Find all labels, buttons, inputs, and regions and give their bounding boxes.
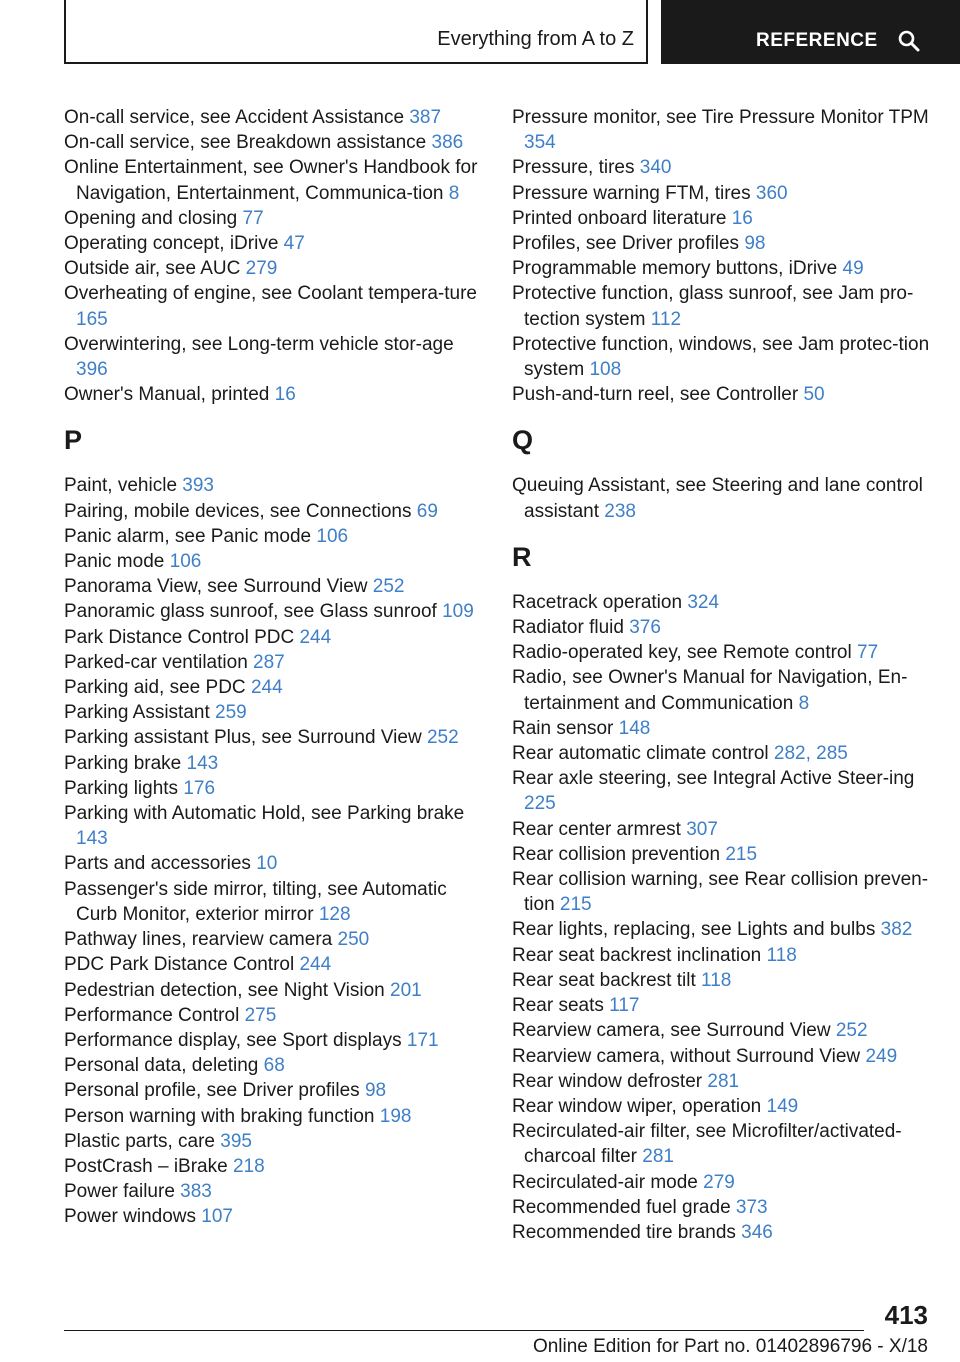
- index-entry: [64, 1129, 484, 1154]
- index-entry-text: Programmable memory buttons, iDrive: [512, 258, 838, 280]
- index-column-right: [512, 105, 942, 1245]
- index-entry-text: Recommended fuel grade: [512, 1196, 731, 1218]
- index-entry-text: Printed onboard literature: [512, 207, 727, 229]
- index-entry: [512, 665, 942, 715]
- index-entry-text: Parking lights: [64, 777, 179, 799]
- index-page-link[interactable]: 360: [755, 182, 788, 204]
- index-page-link[interactable]: 117: [609, 995, 640, 1017]
- index-entry-text: Parking with Automatic Hold, see Parking brake: [64, 803, 465, 825]
- index-page-link[interactable]: 393: [182, 475, 214, 497]
- index-entry-text: Online Entertainment, see Owner's Handbook for Navigation, Entertainment, Communica‐tion: [64, 157, 478, 204]
- index-page-link[interactable]: 50: [803, 384, 825, 406]
- index-page-link[interactable]: 382: [880, 919, 913, 941]
- index-page-link[interactable]: 69: [416, 500, 438, 522]
- search-icon[interactable]: [897, 29, 921, 53]
- index-entry: [512, 640, 942, 665]
- index-entry: [64, 776, 484, 801]
- index-entry: [512, 181, 942, 206]
- index-page-link[interactable]: 275: [244, 1004, 277, 1026]
- index-entry-text: Rear automatic climate control: [512, 743, 769, 765]
- index-entry-text: On-call service, see Breakdown assistance: [64, 132, 427, 154]
- index-entry: [64, 206, 484, 231]
- index-page-link[interactable]: 215: [559, 894, 592, 916]
- index-page-link[interactable]: 387: [409, 107, 442, 128]
- index-column-left: [64, 105, 484, 1230]
- index-entry: [512, 766, 942, 816]
- index-entry: [64, 650, 484, 675]
- index-entry-text: Paint, vehicle: [64, 475, 178, 497]
- index-entry: [64, 599, 484, 624]
- index-entry: [512, 155, 942, 180]
- index-page-link[interactable]: 77: [242, 207, 264, 229]
- header-chapter-box: [661, 0, 960, 64]
- footer-divider: [64, 1330, 864, 1331]
- header-chapter-title: REFERENCE: [756, 30, 878, 51]
- index-entry-text: Rear center armrest: [512, 818, 681, 840]
- index-page-link[interactable]: 201: [390, 979, 422, 1001]
- index-entry: [512, 105, 942, 155]
- index-entry: [64, 473, 484, 498]
- index-entry-text: Performance Control: [64, 1004, 240, 1026]
- index-entry-text: Rearview camera, without Surround View: [512, 1045, 861, 1067]
- index-letter-heading: R: [512, 541, 532, 572]
- index-entry: [64, 524, 484, 549]
- index-entry-text: Operating concept, iDrive: [64, 233, 279, 255]
- header-section-box: [64, 0, 648, 64]
- index-entry-text: Rear axle steering, see Integral Active Steer‐ing: [512, 768, 915, 790]
- index-page-link[interactable]: 106: [169, 551, 202, 573]
- index-entry: [512, 943, 942, 968]
- index-entry: [64, 155, 484, 205]
- index-entry-text: Panorama View, see Surround View: [64, 576, 368, 598]
- index-page-link[interactable]: 395: [220, 1130, 252, 1152]
- index-entry-text: Pressure, tires: [512, 157, 635, 179]
- index-entry: [64, 1028, 484, 1053]
- index-page-link[interactable]: 109: [442, 601, 474, 623]
- index-page-link[interactable]: 16: [274, 384, 296, 406]
- index-entry-text: Profiles, see Driver profiles: [512, 233, 740, 255]
- index-entry-text: Rear seat backrest inclination: [512, 944, 762, 966]
- index-page-link[interactable]: 346: [741, 1221, 773, 1243]
- index-page-link[interactable]: 16: [731, 207, 753, 229]
- index-entry: [512, 231, 942, 256]
- index-entry-text: Protective function, windows, see Jam protec‐tion system: [512, 333, 930, 381]
- index-entry: [512, 1094, 942, 1119]
- index-page-link[interactable]: 386: [431, 132, 464, 154]
- index-page-link[interactable]: 198: [379, 1105, 412, 1127]
- index-page-link[interactable]: 149: [766, 1095, 799, 1117]
- index-entry: [64, 952, 484, 977]
- index-entry: [64, 256, 484, 281]
- index-entry-text: Opening and closing: [64, 207, 238, 229]
- index-entry: [64, 851, 484, 876]
- index-entry-text: Owner's Manual, printed: [64, 384, 270, 406]
- index-entry: [512, 917, 942, 942]
- index-entry-text: Parking assistant Plus, see Surround View: [64, 727, 422, 749]
- index-entry: [64, 382, 484, 407]
- index-page-link[interactable]: 376: [629, 617, 661, 639]
- index-page-link[interactable]: 259: [215, 702, 247, 724]
- index-entry: [512, 256, 942, 281]
- index-entry: [64, 978, 484, 1003]
- index-entry: [64, 1204, 484, 1229]
- index-entry-text: Power failure: [64, 1181, 175, 1203]
- index-entry: [512, 817, 942, 842]
- index-entry-text: Recommended tire brands: [512, 1221, 736, 1243]
- index-page-link[interactable]: 281: [642, 1146, 674, 1168]
- index-entry: [64, 1179, 484, 1204]
- index-entry-text: Person warning with braking function: [64, 1105, 375, 1127]
- index-page-link[interactable]: 118: [766, 944, 797, 966]
- index-entry-text: Overwintering, see Long-term vehicle stor‐age: [64, 333, 454, 355]
- index-entry: [512, 993, 942, 1018]
- index-entry: [64, 1078, 484, 1103]
- index-page-link[interactable]: 8: [448, 182, 460, 204]
- index-entry-text: Push-and-turn reel, see Controller: [512, 384, 799, 406]
- index-page-link[interactable]: 143: [76, 828, 108, 850]
- index-page-link[interactable]: 373: [735, 1196, 768, 1218]
- index-entry: [64, 332, 484, 382]
- index-entry: [64, 801, 484, 851]
- index-page-link[interactable]: 238: [604, 500, 636, 522]
- index-page-link[interactable]: 281: [707, 1070, 740, 1092]
- index-entry-text: Parking Assistant: [64, 702, 210, 724]
- index-entry-text: Racetrack operation: [512, 591, 683, 613]
- header-section-title: Everything from A to Z: [437, 28, 634, 50]
- index-entry-text: Rear lights, replacing, see Lights and bulbs: [512, 919, 876, 941]
- index-page-link[interactable]: 10: [256, 853, 278, 875]
- index-page-link[interactable]: 287: [253, 651, 285, 673]
- index-page-link[interactable]: 98: [744, 233, 766, 255]
- index-entry-text: Recirculated-air filter, see Microfilter/activated-charcoal filter: [512, 1121, 902, 1168]
- index-page-link[interactable]: 252: [426, 727, 459, 749]
- index-entry-text: Radiator fluid: [512, 617, 624, 639]
- index-entry: [512, 1069, 942, 1094]
- index-entry: [64, 725, 484, 750]
- index-entry: [512, 1044, 942, 1069]
- index-page-link[interactable]: 249: [865, 1045, 898, 1067]
- index-page-link[interactable]: 118: [701, 969, 732, 991]
- index-entry: [64, 231, 484, 256]
- footer-edition: Online Edition for Part no. 01402896796 - X/18: [532, 1336, 928, 1357]
- index-entry: [512, 716, 942, 741]
- index-entry: [512, 206, 942, 231]
- index-entry-text: Personal profile, see Driver profiles: [64, 1080, 360, 1102]
- index-entry-text: Radio, see Owner's Manual for Navigation, En‐tertainment and Communication: [512, 667, 908, 714]
- index-page-link[interactable]: 8: [798, 692, 810, 714]
- index-entry-text: Park Distance Control PDC: [64, 626, 295, 648]
- index-entry-text: Rain sensor: [512, 717, 614, 739]
- index-entry: [64, 877, 484, 927]
- index-entry: [512, 1195, 942, 1220]
- index-entry-text: PostCrash – iBrake: [64, 1155, 228, 1177]
- index-page-link[interactable]: 165: [76, 308, 108, 330]
- index-page-link[interactable]: 215: [725, 843, 758, 865]
- index-entry-text: Recirculated-air mode: [512, 1171, 698, 1193]
- index-page-link[interactable]: 340: [639, 157, 672, 179]
- index-entry: [64, 1154, 484, 1179]
- index-page-link[interactable]: 250: [337, 929, 370, 951]
- index-entry: [512, 968, 942, 993]
- index-page-link[interactable]: 307: [686, 818, 718, 840]
- index-page-link[interactable]: 49: [842, 258, 864, 280]
- index-entry: [64, 499, 484, 524]
- index-entry-text: Power windows: [64, 1206, 196, 1228]
- index-entry-text: Rear window defroster: [512, 1070, 703, 1092]
- index-page-link[interactable]: 218: [232, 1155, 265, 1177]
- index-entry: [512, 615, 942, 640]
- index-page-link[interactable]: 279: [245, 258, 278, 280]
- index-entry-text: Radio-operated key, see Remote control: [512, 642, 852, 664]
- index-entry-text: Rearview camera, see Surround View: [512, 1020, 831, 1042]
- index-entry: [64, 700, 484, 725]
- index-entry-text: Pairing, mobile devices, see Connections: [64, 500, 412, 522]
- index-page-link[interactable]: 68: [263, 1055, 285, 1077]
- index-entry: [64, 1053, 484, 1078]
- index-entry-text: Panoramic glass sunroof, see Glass sunroof: [64, 601, 437, 623]
- index-entry-text: On-call service, see Accident Assistance: [64, 107, 405, 128]
- index-entry: [64, 1003, 484, 1028]
- index-entry: [512, 1220, 942, 1245]
- index-entry: [512, 382, 942, 407]
- index-page-link[interactable]: 383: [180, 1181, 212, 1203]
- index-entry-text: Personal data, deleting: [64, 1055, 259, 1077]
- index-entry-text: Panic mode: [64, 551, 165, 573]
- index-page-link[interactable]: 396: [76, 359, 108, 381]
- index-entry-text: Rear window wiper, operation: [512, 1095, 762, 1117]
- index-entry: [512, 590, 942, 615]
- index-entry: [512, 1018, 942, 1043]
- index-entry-text: Pressure warning FTM, tires: [512, 182, 751, 204]
- index-entry-text: Outside air, see AUC: [64, 258, 241, 280]
- page-number: 413: [884, 1300, 928, 1330]
- index-entry: [512, 842, 942, 867]
- index-page-link[interactable]: 112: [650, 308, 682, 330]
- index-entry-text: Pathway lines, rearview camera: [64, 929, 333, 951]
- index-entry: [512, 281, 942, 331]
- index-entry-text: Pressure monitor, see Tire Pressure Monitor TPM: [512, 107, 929, 128]
- index-page-link[interactable]: 148: [618, 717, 651, 739]
- index-entry: [512, 1170, 942, 1195]
- index-entry-text: Pedestrian detection, see Night Vision: [64, 979, 385, 1001]
- index-entry: [512, 332, 942, 382]
- index-page-link[interactable]: 106: [316, 525, 349, 547]
- index-page-link[interactable]: 244: [299, 954, 332, 976]
- index-entry: [64, 130, 484, 155]
- index-page-link[interactable]: 143: [186, 752, 219, 774]
- index-entry-text: PDC Park Distance Control: [64, 954, 295, 976]
- index-entry: [512, 741, 942, 766]
- index-entry: [64, 1104, 484, 1129]
- index-entry: [512, 867, 942, 917]
- index-entry-text: Passenger's side mirror, tilting, see Automatic Curb Monitor, exterior mirror: [64, 878, 447, 925]
- index-page-link[interactable]: 77: [857, 642, 879, 664]
- index-entry-text: Parked-car ventilation: [64, 651, 248, 673]
- index-entry-text: Performance display, see Sport displays: [64, 1029, 402, 1051]
- index-entry-text: Rear seats: [512, 995, 604, 1017]
- index-page-link[interactable]: 244: [299, 626, 332, 648]
- index-page-link[interactable]: 282, 285: [773, 743, 848, 765]
- index-page-link[interactable]: 252: [835, 1020, 868, 1042]
- index-entry: [64, 675, 484, 700]
- index-entry: [64, 281, 484, 331]
- index-entry: [64, 927, 484, 952]
- index-entry: [512, 473, 942, 523]
- index-page-link[interactable]: 171: [406, 1029, 439, 1051]
- index-page-link[interactable]: 108: [589, 359, 622, 381]
- index-page-link[interactable]: 176: [183, 777, 216, 799]
- index-entry-text: Queuing Assistant, see Steering and lane control assistant: [512, 475, 923, 522]
- index-letter-heading: Q: [512, 425, 534, 456]
- index-entry: [64, 625, 484, 650]
- index-entry-text: Parts and accessories: [64, 853, 251, 875]
- index-entry-text: Rear collision warning, see Rear collision preven‐tion: [512, 869, 929, 916]
- index-page-link[interactable]: 107: [201, 1206, 233, 1228]
- index-page-link[interactable]: 279: [703, 1171, 735, 1193]
- index-page-link[interactable]: 244: [250, 677, 283, 699]
- index-entry-text: Parking aid, see PDC: [64, 677, 246, 699]
- index-entry: [64, 751, 484, 776]
- index-page-link[interactable]: 47: [283, 233, 305, 255]
- index-entry-text: Protective function, glass sunroof, see Jam pro‐tection system: [512, 283, 914, 330]
- index-entry-text: Parking brake: [64, 752, 182, 774]
- index-entry-text: Rear collision prevention: [512, 843, 721, 865]
- index-entry: [64, 105, 484, 130]
- index-entry: [512, 1119, 942, 1169]
- index-entry: [64, 574, 484, 599]
- index-entry: [64, 549, 484, 574]
- index-page-link[interactable]: 128: [318, 903, 351, 925]
- index-entry-text: Plastic parts, care: [64, 1130, 215, 1152]
- index-page-link[interactable]: 252: [372, 576, 405, 598]
- index-page-link[interactable]: 354: [524, 132, 556, 154]
- index-page-link[interactable]: 225: [524, 793, 556, 815]
- index-entry-text: Panic alarm, see Panic mode: [64, 525, 312, 547]
- index-letter-heading: P: [64, 425, 83, 456]
- index-entry-text: Overheating of engine, see Coolant tempera‐ture: [64, 283, 477, 305]
- index-entry-text: Rear seat backrest tilt: [512, 969, 696, 991]
- index-page-link[interactable]: 98: [364, 1080, 387, 1102]
- index-page-link[interactable]: 324: [687, 591, 720, 613]
